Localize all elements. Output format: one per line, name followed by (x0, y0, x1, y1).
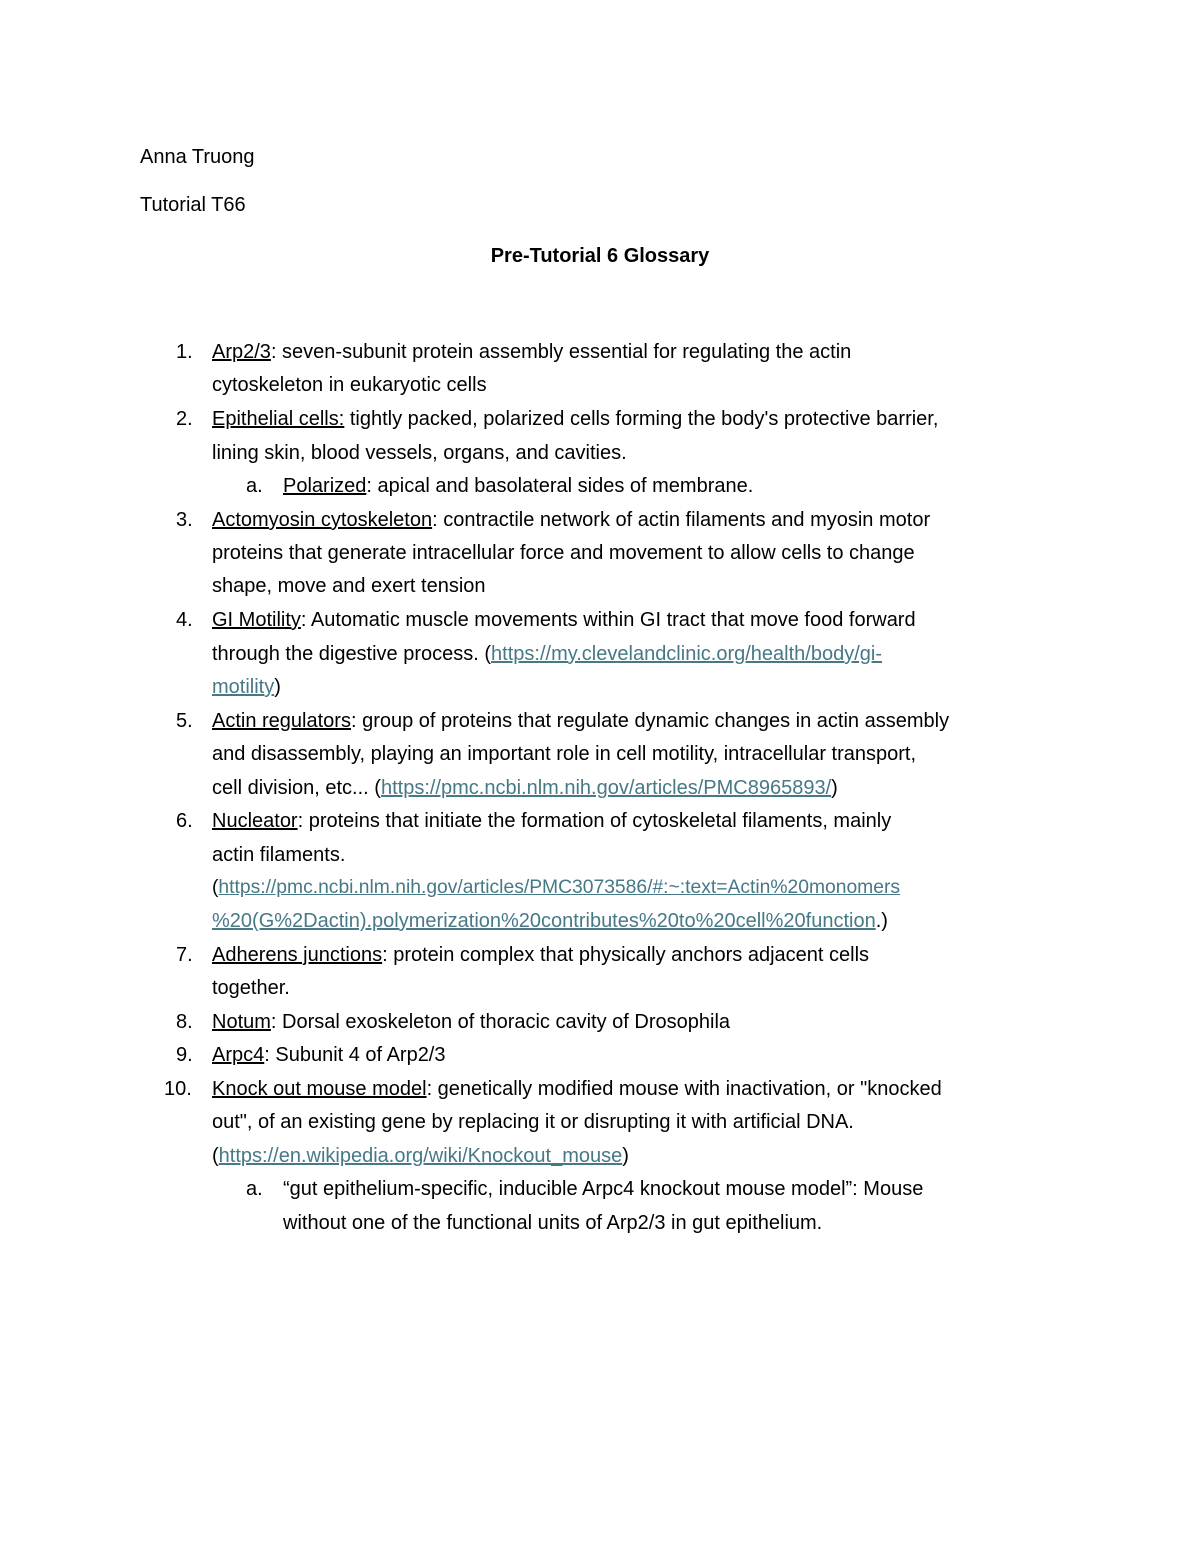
definition-text: : seven-subunit protein assembly essential for regulating the actin (270, 341, 852, 363)
list-item (212, 709, 949, 733)
glossary-term: Polarized (283, 475, 367, 497)
glossary-term: Epithelial cells: (212, 408, 345, 430)
glossary-term: Notum (212, 1011, 271, 1033)
author-name: Anna Truong (140, 146, 255, 168)
list-item (212, 1077, 942, 1101)
glossary-term: GI Motility (212, 609, 301, 631)
glossary-term: Actin regulators (212, 710, 351, 732)
list-item (212, 407, 938, 431)
sub-list-item: “gut epithelium-specific, inducible Arpc4 knockout mouse model”: Mouse (283, 1178, 924, 1200)
source-link[interactable]: https://en.wikipedia.org/wiki/Knockout_mouse (218, 1145, 623, 1167)
definition-text (212, 776, 838, 800)
list-item (212, 608, 916, 632)
definition-text: shape, move and exert tension (212, 575, 486, 597)
list-item (212, 340, 851, 364)
sub-list-item (283, 474, 753, 498)
definition-text (212, 1144, 629, 1168)
definition-text (212, 675, 281, 699)
list-item (212, 1043, 446, 1067)
definition-text: ) (831, 777, 838, 799)
definition-text: : Dorsal exoskeleton of thoracic cavity of Drosophila (270, 1011, 731, 1033)
source-link[interactable]: https://my.clevelandclinic.org/health/body/gi- (491, 643, 882, 665)
list-item (212, 943, 869, 967)
glossary-term: Nucleator (212, 810, 298, 832)
definition-text: : Automatic muscle movements within GI tract that move food forward (300, 609, 916, 631)
definition-text: tightly packed, polarized cells forming the body's protective barrier, (344, 408, 939, 430)
item-number: 10. (164, 1078, 192, 1100)
page-title: Pre-Tutorial 6 Glossary (490, 245, 710, 267)
item-number: 5. (176, 710, 193, 732)
item-number: 7. (176, 944, 193, 966)
item-number: 8. (176, 1011, 193, 1033)
glossary-term: Arp2/3 (212, 341, 271, 363)
definition-text: : Subunit 4 of Arp2/3 (264, 1044, 446, 1066)
glossary-term: Arpc4 (212, 1044, 265, 1066)
definition-text: ) (622, 1145, 629, 1167)
source-link[interactable]: https://pmc.ncbi.nlm.nih.gov/articles/PMC8965893/ (380, 777, 832, 799)
sub-item-letter: a. (246, 1178, 263, 1200)
definition-text (212, 642, 882, 666)
definition-text: cytoskeleton in eukaryotic cells (212, 374, 487, 396)
sub-item-letter: a. (246, 475, 263, 497)
definition-text: : proteins that initiate the formation of cytoskeletal filaments, mainly (297, 810, 892, 832)
definition-text: ( (212, 1145, 219, 1167)
glossary-term: Adherens junctions (212, 944, 383, 966)
definition-text: ) (274, 676, 281, 698)
definition-text: cell division, etc... ( (212, 777, 381, 799)
definition-text: : apical and basolateral sides of membrane. (366, 475, 754, 497)
glossary-term: Knock out mouse model (212, 1078, 427, 1100)
item-number: 3. (176, 509, 193, 531)
definition-text: out", of an existing gene by replacing it or disrupting it with artificial DNA. (212, 1111, 854, 1133)
list-item (212, 1010, 730, 1034)
item-number: 6. (176, 810, 193, 832)
definition-text: lining skin, blood vessels, organs, and cavities. (212, 442, 627, 464)
definition-text: : contractile network of actin filaments and myosin motor (432, 509, 931, 531)
list-item (212, 508, 930, 532)
definition-text: : protein complex that physically anchors adjacent cells (382, 944, 870, 966)
list-item (212, 809, 891, 833)
tutorial-label: Tutorial T66 (140, 194, 246, 216)
glossary-term: Actomyosin cytoskeleton (212, 509, 433, 531)
source-link[interactable]: %20(G%2Dactin).polymerization%20contributes%20to%20cell%20function (212, 910, 876, 932)
definition-text: together. (212, 977, 290, 999)
definition-text: ( (212, 877, 219, 898)
definition-text: proteins that generate intracellular force and movement to allow cells to change (212, 542, 915, 564)
definition-text: and disassembly, playing an important role in cell motility, intracellular transport, (212, 743, 917, 765)
item-number: 1. (176, 341, 193, 363)
item-number: 9. (176, 1044, 193, 1066)
definition-text (212, 876, 900, 900)
item-number: 4. (176, 609, 193, 631)
definition-text: : group of proteins that regulate dynamic changes in actin assembly (350, 710, 950, 732)
definition-text: through the digestive process. ( (212, 643, 492, 665)
definition-text: without one of the functional units of Arp2/3 in gut epithelium. (283, 1212, 823, 1234)
item-number: 2. (176, 408, 193, 430)
definition-text: : genetically modified mouse with inactivation, or "knocked (426, 1078, 942, 1100)
definition-text (212, 909, 888, 933)
definition-text: actin filaments. (212, 844, 346, 866)
source-link[interactable]: motility (212, 676, 275, 698)
definition-text: .) (875, 910, 888, 932)
source-link[interactable]: https://pmc.ncbi.nlm.nih.gov/articles/PMC3073586/#:~:text=Actin%20monomers (218, 877, 901, 898)
